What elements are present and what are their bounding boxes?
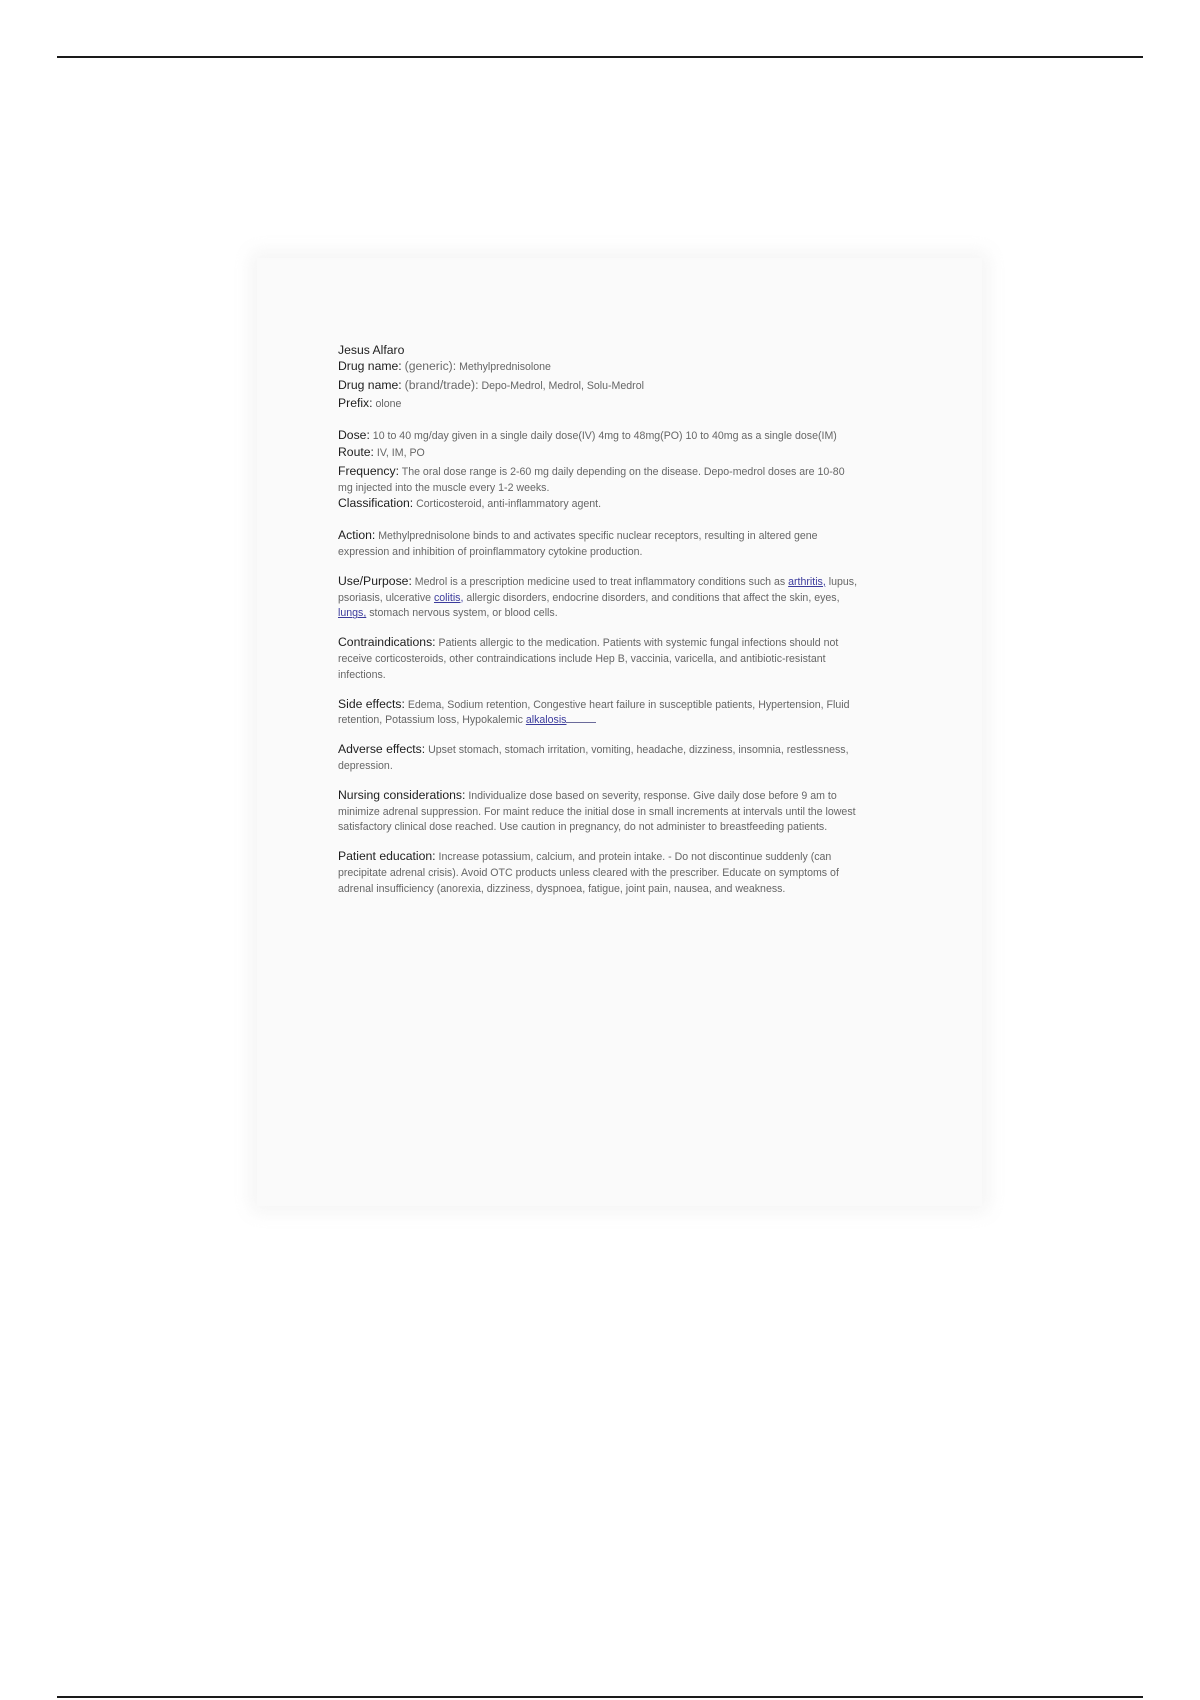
brand-label: Drug name: <box>338 377 402 392</box>
colitis-link[interactable]: colitis, <box>433 591 464 604</box>
use-text-3: allergic disorders, endocrine disorders, and conditions that affect the skin, eyes, <box>466 591 840 604</box>
lungs-link[interactable]: lungs, <box>338 607 367 620</box>
author-name: Jesus Alfaro <box>338 343 405 357</box>
nursing-line <box>338 788 858 836</box>
action-line <box>338 528 858 561</box>
prefix-line <box>338 396 858 413</box>
generic-qualifier: (generic): <box>404 358 457 373</box>
use-text-1: Medrol is a prescription medicine used to treat inflammatory conditions such as <box>414 575 786 588</box>
prefix-value: olone <box>375 398 402 411</box>
classification-value: Corticosteroid, anti-inflammatory agent. <box>416 498 602 511</box>
nursing-label: Nursing considerations: <box>338 787 466 802</box>
use-text-2: lupus, psoriasis, ulcerative <box>338 575 858 604</box>
contraindications-value: Patients allergic to the medication. Patients with systemic fungal infections should not receive corticosteroids, other contraindications include Hep B, vaccinia, varicella, and antibiotic-resistant infections. <box>338 637 839 681</box>
use-label: Use/Purpose: <box>338 573 412 588</box>
adverse-effects-value: Upset stomach, stomach irritation, vomiting, headache, dizziness, insomnia, restlessness, depression. <box>338 744 849 772</box>
side-effects-value: Edema, Sodium retention, Congestive heart failure in susceptible patients, Hypertension, Fluid retention, Potassium loss, Hypokalemic <box>338 698 850 727</box>
classification-line <box>338 496 858 513</box>
contraindications-label: Contraindications: <box>338 635 436 650</box>
dose-label: Dose: <box>338 428 370 443</box>
generic-value: Methylprednisolone <box>459 360 551 373</box>
brand-qualifier: (brand/trade): <box>404 377 479 392</box>
frequency-line <box>338 464 858 497</box>
route-value: IV, IM, PO <box>376 446 425 459</box>
route-label: Route: <box>338 444 374 459</box>
education-line <box>338 849 858 897</box>
action-value: Methylprednisolone binds to and activates specific nuclear receptors, resulting in altered gene expression and inhibition of proinflammatory cytokine production. <box>338 530 818 558</box>
dose-value: 10 to 40 mg/day given in a single daily dose(IV) 4mg to 48mg(PO) 10 to 40mg as a single dose(IM) <box>372 430 837 443</box>
classification-label: Classification: <box>338 496 414 511</box>
use-line <box>338 574 858 622</box>
use-text-4: stomach nervous system, or blood cells. <box>369 607 558 620</box>
adverse-effects-line <box>338 742 858 775</box>
generic-label: Drug name: <box>338 358 402 373</box>
action-label: Action: <box>338 528 376 543</box>
underline-tail <box>566 713 596 723</box>
nursing-value: Individualize dose based on severity, response. Give daily dose before 9 am to minimize adrenal suppression. For maint reduce the initial dose in small increments at intervals until the lowest satisfactory clinical dose reached. Use caution in pregnancy, do not administer to breastfeeding patients. <box>338 789 856 834</box>
contraindications-line <box>338 635 858 683</box>
arthritis-link[interactable]: arthritis, <box>788 575 826 588</box>
drug-card <box>338 343 858 898</box>
prefix-label: Prefix: <box>338 396 373 411</box>
top-divider <box>57 56 1143 58</box>
side-effects-label: Side effects: <box>338 696 405 711</box>
education-value: Increase potassium, calcium, and protein intake. - Do not discontinue suddenly (can precipitate adrenal crisis). Avoid OTC products unless cleared with the prescriber. Educate on symptoms of adrenal insufficiency (anorexia, dizziness, dyspnoea, fatigue, joint pain, nausea, and weakness. <box>338 851 839 895</box>
brand-value: Depo-Medrol, Medrol, Solu-Medrol <box>481 379 644 392</box>
frequency-label: Frequency: <box>338 463 399 478</box>
dose-line <box>338 428 858 445</box>
generic-name-line <box>338 359 858 376</box>
side-effects-line <box>338 697 858 730</box>
frequency-value: The oral dose range is 2-60 mg daily depending on the disease. Depo-medrol doses are 10-80 mg injected into the muscle every 1-2 weeks. <box>338 465 845 494</box>
alkalosis-link[interactable]: alkalosis <box>525 714 567 727</box>
bottom-divider <box>57 1696 1143 1698</box>
route-line <box>338 445 858 462</box>
adverse-effects-label: Adverse effects: <box>338 742 426 757</box>
brand-name-line <box>338 378 858 395</box>
education-label: Patient education: <box>338 849 436 864</box>
